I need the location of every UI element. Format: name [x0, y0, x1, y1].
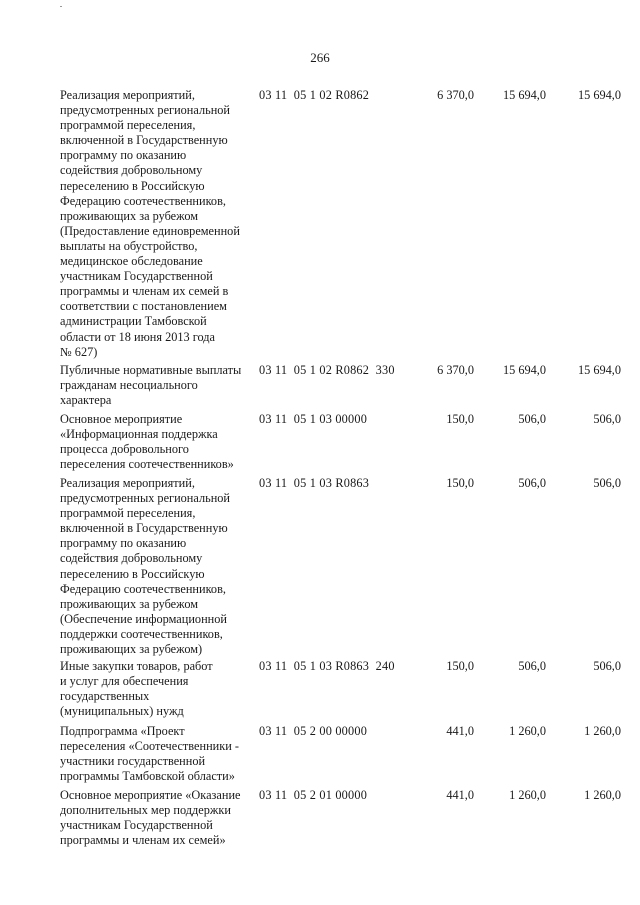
row-value-2: 1 260,0 — [509, 724, 546, 738]
row-name: Реализация мероприятий, предусмотренных региональной программой переселения, включенной в Государственную программу по оказанию содействия добровольному переселению в Российскую Федерацию соотечественников, проживающих за рубежом (Обеспечение информационной поддержки соотечественников, проживающих за рубежом) — [60, 476, 231, 657]
row-value-1: 441,0 — [446, 724, 474, 738]
row-value-3: 506,0 — [593, 659, 621, 673]
row-value-1: 6 370,0 — [437, 363, 474, 377]
row-value-3: 1 260,0 — [584, 788, 621, 802]
row-value-1: 441,0 — [446, 788, 474, 802]
row-value-3: 506,0 — [593, 476, 621, 490]
row-value-3: 506,0 — [593, 412, 621, 426]
row-value-1: 150,0 — [446, 659, 474, 673]
row-name: Основное мероприятие «Информационная поддержка процесса добровольного переселения соотечественников» — [60, 412, 234, 472]
row-value-2: 1 260,0 — [509, 788, 546, 802]
row-name: Иные закупки товаров, работ и услуг для обеспечения государственных (муниципальных) нужд — [60, 659, 213, 719]
row-value-2: 15 694,0 — [502, 363, 546, 377]
row-value-2: 506,0 — [518, 412, 546, 426]
row-name: Публичные нормативные выплаты гражданам несоциального характера — [60, 363, 242, 408]
row-name: Основное мероприятие «Оказание дополнительных мер поддержки участникам Государственной программы и членам их семей» — [60, 788, 241, 848]
row-value-3: 1 260,0 — [584, 724, 621, 738]
row-value-3: 15 694,0 — [577, 363, 621, 377]
row-value-1: 150,0 — [446, 412, 474, 426]
row-code: 03 11 05 1 03 R0863 — [259, 476, 370, 490]
row-code: 03 11 05 1 02 R0862 330 — [259, 363, 395, 377]
page-number: 266 — [310, 50, 330, 65]
scan-mark — [60, 6, 62, 7]
row-value-2: 15 694,0 — [502, 88, 546, 102]
row-value-1: 6 370,0 — [437, 88, 474, 102]
row-code: 03 11 05 1 03 R0863 240 — [259, 659, 395, 673]
row-value-2: 506,0 — [518, 476, 546, 490]
row-value-2: 506,0 — [518, 659, 546, 673]
row-value-1: 150,0 — [446, 476, 474, 490]
row-name: Подпрограмма «Проект переселения «Соотечественники - участники государственной программы Тамбовской области» — [60, 724, 239, 784]
row-code: 03 11 05 2 00 00000 — [259, 724, 368, 738]
row-value-3: 15 694,0 — [577, 88, 621, 102]
row-code: 03 11 05 2 01 00000 — [259, 788, 368, 802]
row-code: 03 11 05 1 03 00000 — [259, 412, 368, 426]
row-name: Реализация мероприятий, предусмотренных региональной программой переселения, включенной в Государственную программу по оказанию содействия добровольному переселению в Российскую Федерацию соотечественников, проживающих за рубежом (Предоставление единовременной выплаты на обустройство, медицинское обследование участникам Государственной программы и членам их семей в соответствии с постановлением администрации Тамбовской области от 18 июня 2013 года № 627) — [60, 88, 240, 359]
row-code: 03 11 05 1 02 R0862 — [259, 88, 370, 102]
